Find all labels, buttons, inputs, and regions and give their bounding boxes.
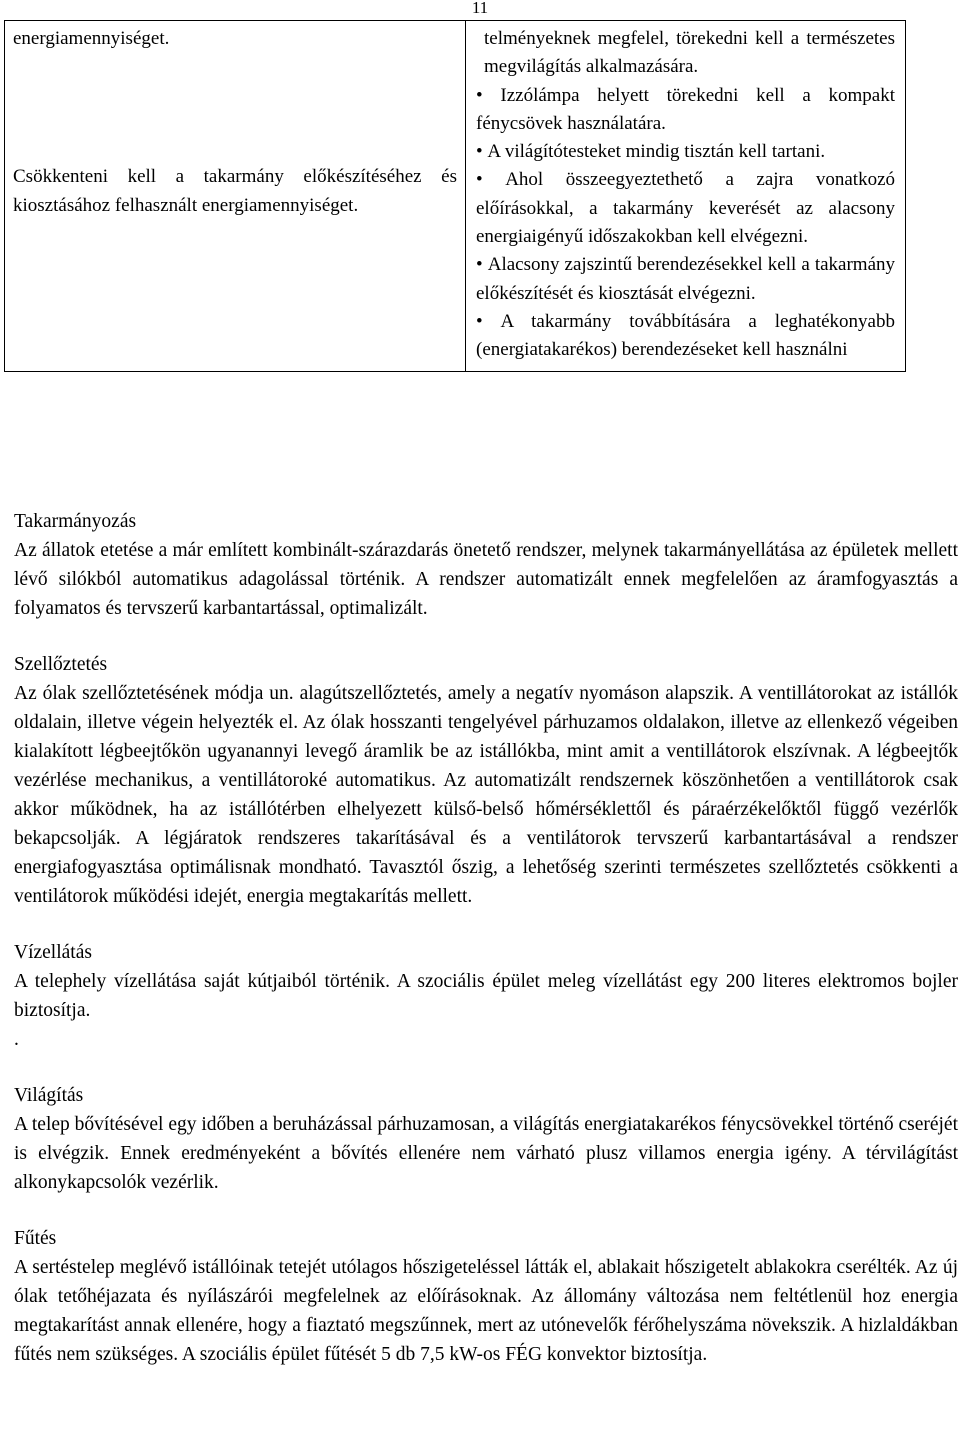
trailing-dot: . xyxy=(14,1029,19,1050)
section-vizellatas xyxy=(14,938,958,1054)
page-number: 11 xyxy=(471,0,489,17)
table-row xyxy=(5,21,906,372)
list-item: • Izzólámpa helyett törekedni kell a kompakt fénycsövek használatára. xyxy=(476,82,895,139)
left-paragraph: energiamennyiséget. xyxy=(13,28,170,49)
section-vilagitas xyxy=(14,1081,958,1197)
list-item: • A világítótesteket mindig tisztán kell tartani. xyxy=(476,138,895,166)
table-right-cell xyxy=(466,21,906,372)
section-szelloztetes xyxy=(14,650,958,911)
section-body: A telep bővítésével egy időben a beruházással párhuzamosan, a világítás energiatakarékos fénycsövekkel történő cseréjét is elvégzik. Ennek eredményeként a bővítés ellenére nem várható plusz villamos energia igény. A térvilágítást alkonykapcsolók vezérlik. xyxy=(14,1114,958,1193)
bullet-list xyxy=(476,25,895,365)
list-item: • A takarmány továbbítására a leghatékonyabb (energiatakarékos) berendezéseket kell használni xyxy=(476,308,895,365)
sections xyxy=(14,507,958,1396)
section-takarmanyozas xyxy=(14,507,958,623)
section-futes xyxy=(14,1224,958,1369)
section-body: Az állatok etetése a már említett kombinált-szárazdarás önetető rendszer, melynek takarmányellátása az épületek mellett lévő silókból automatikus adagolással történik. A rendszer automatizált ennek megfelelően az áramfogyasztás a folyamatos és tervszerű karbantartással, optimalizált. xyxy=(14,540,958,619)
section-title: Takarmányozás xyxy=(14,511,137,532)
list-item: • Ahol összeegyeztethető a zajra vonatkozó előírásokkal, a takarmány keverését az alacsony energiaigényű időszakokban kell elvégezni. xyxy=(476,166,895,251)
section-title: Fűtés xyxy=(14,1228,57,1249)
section-body: Az ólak szellőztetésének módja un. alagútszellőztetés, amely a negatív nyomáson alapszik. A ventillátorokat az istállók oldalain, illetve végein helyezték el. Az ólak hosszanti tengelyével párhuzamos oldalakon, illetve az ellenkező végeiben kialakított légbeejtőkön ugyanannyi levegő áramlik be az istállókba, mint amit a ventillátorok elszívnak. A légbeejtők vezérlése mechanikus, a ventillátoroké automatikus. Az automatizált rendszernek köszönhetően a ventillátorok csak akkor működnek, ha az istállótérben elhelyezett külső-belső hőmérséklettől és páraérzékelőktől függő vezérlők bekapcsolják. A légjáratok rendszeres takarításával és a ventilátorok tervszerű karbantartásával a rendszer energiafogyasztása optimálisnak mondható. Tavasztól őszig, a lehetőség szerinti természetes szellőztetés csökkenti a ventilátorok működési idejét, energia megtakarítás mellett. xyxy=(14,683,958,907)
section-title: Szellőztetés xyxy=(14,654,108,675)
list-item: telményeknek megfelel, törekedni kell a természetes megvilágítás alkalmazására. xyxy=(484,28,895,78)
measures-table xyxy=(4,20,906,372)
table-left-cell xyxy=(5,21,466,372)
section-title: Vízellátás xyxy=(14,942,92,963)
list-item: • Alacsony zajszintű berendezésekkel kell a takarmány előkészítését és kiosztását elvégezni. xyxy=(476,251,895,308)
section-body: A sertéstelep meglévő istállóinak tetejét utólagos hőszigeteléssel látták el, ablakait hőszigetelt ablakokra cserélték. Az új ólak tetőhéjazata és nyílászárói megfelelnek az előírásoknak. Az állomány változása nem feltétlenül hoz energia megtakarítást annak ellenére, hogy a fiaztató megszűnnek, mert az utónevelők férőhelyszáma növekszik. A hizlaldákban fűtés nem szükséges. A szociális épület fűtését 5 db 7,5 kW-os FÉG konvektor biztosítja. xyxy=(14,1257,958,1365)
left-paragraph: Csökkenteni kell a takarmány előkészítéséhez és kiosztásához felhasznált energiamennyiséget. xyxy=(13,166,457,216)
section-title: Világítás xyxy=(14,1085,84,1106)
section-body: A telephely vízellátása saját kútjaiból történik. A szociális épület meleg vízellátást egy 200 literes elektromos bojler biztosítja. xyxy=(14,971,958,1021)
